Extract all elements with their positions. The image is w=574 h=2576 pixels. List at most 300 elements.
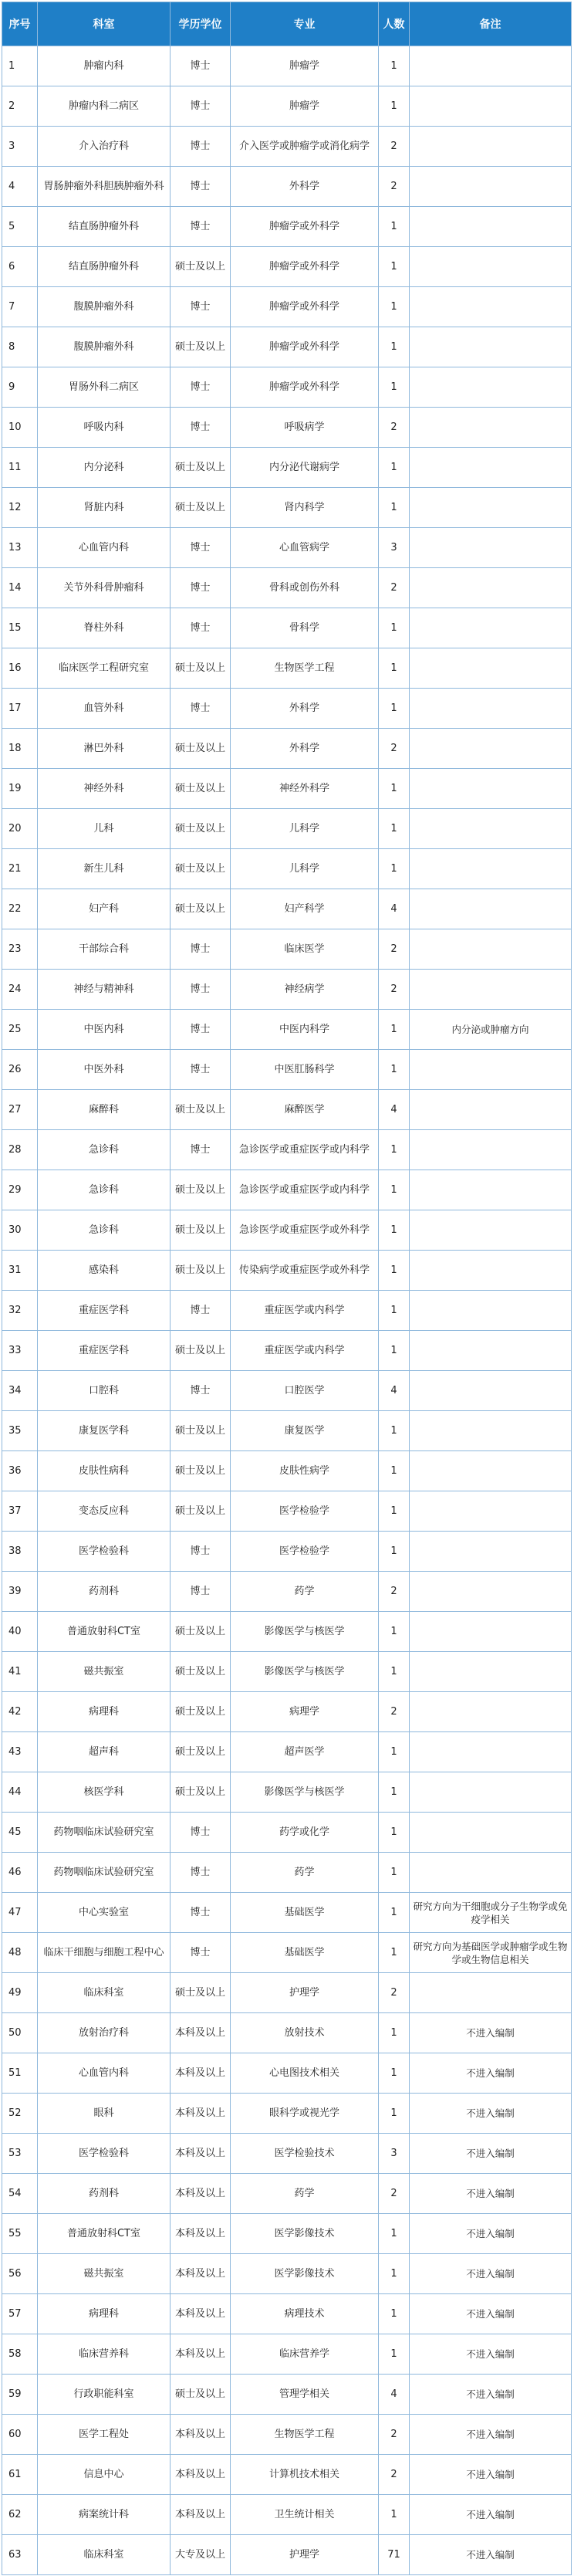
cell-count: 1 — [379, 809, 410, 849]
cell-count: 1 — [379, 2254, 410, 2294]
cell-count: 71 — [379, 2535, 410, 2575]
cell-major: 护理学 — [231, 2535, 379, 2575]
cell-major: 药学 — [231, 2174, 379, 2214]
cell-index: 24 — [2, 970, 38, 1010]
cell-count: 1 — [379, 1451, 410, 1491]
cell-degree: 硕士及以上 — [171, 1170, 231, 1210]
cell-index: 43 — [2, 1732, 38, 1772]
header-notes: 备注 — [410, 2, 572, 46]
cell-index: 35 — [2, 1411, 38, 1451]
cell-index: 31 — [2, 1251, 38, 1291]
cell-major: 妇产科学 — [231, 889, 379, 929]
cell-department: 关节外科骨肿瘤科 — [38, 568, 171, 608]
cell-degree: 硕士及以上 — [171, 849, 231, 889]
cell-notes: 研究方向为干细胞或分子生物学或免疫学相关 — [410, 1893, 572, 1933]
table-row — [2, 568, 572, 608]
cell-notes — [410, 408, 572, 448]
cell-notes — [410, 488, 572, 528]
cell-notes — [410, 167, 572, 207]
cell-index: 16 — [2, 648, 38, 689]
cell-count: 1 — [379, 207, 410, 247]
cell-notes: 不进入编制 — [410, 2174, 572, 2214]
table-row — [2, 367, 572, 408]
cell-major: 皮肤性病学 — [231, 1451, 379, 1491]
cell-major: 药学 — [231, 1572, 379, 1612]
cell-notes — [410, 207, 572, 247]
cell-degree: 博士 — [171, 207, 231, 247]
table-row — [2, 2375, 572, 2415]
table-row — [2, 2214, 572, 2254]
cell-notes — [410, 1251, 572, 1291]
cell-department: 普通放射科CT室 — [38, 1612, 171, 1652]
table-row — [2, 689, 572, 729]
cell-department: 新生儿科 — [38, 849, 171, 889]
table-row — [2, 1251, 572, 1291]
cell-notes — [410, 1973, 572, 2013]
cell-notes — [410, 1291, 572, 1331]
table-row — [2, 488, 572, 528]
cell-index: 36 — [2, 1451, 38, 1491]
cell-count: 4 — [379, 1371, 410, 1411]
cell-index: 42 — [2, 1692, 38, 1732]
cell-degree: 博士 — [171, 528, 231, 568]
cell-count: 4 — [379, 1090, 410, 1130]
cell-major: 影像医学与核医学 — [231, 1612, 379, 1652]
cell-degree: 博士 — [171, 1853, 231, 1893]
cell-index: 57 — [2, 2294, 38, 2334]
cell-major: 急诊医学或重症医学或内科学 — [231, 1170, 379, 1210]
cell-department: 药物咽临床试验研究室 — [38, 1853, 171, 1893]
cell-department: 眼科 — [38, 2094, 171, 2134]
cell-index: 44 — [2, 1772, 38, 1813]
cell-degree: 博士 — [171, 367, 231, 408]
cell-index: 27 — [2, 1090, 38, 1130]
cell-major: 骨科或创伤外科 — [231, 568, 379, 608]
cell-notes: 不进入编制 — [410, 2254, 572, 2294]
cell-degree: 本科及以上 — [171, 2495, 231, 2535]
cell-major: 基础医学 — [231, 1933, 379, 1973]
cell-notes — [410, 1451, 572, 1491]
cell-notes — [410, 1491, 572, 1532]
cell-index: 51 — [2, 2053, 38, 2094]
cell-count: 2 — [379, 568, 410, 608]
cell-notes: 不进入编制 — [410, 2334, 572, 2375]
cell-department: 信息中心 — [38, 2455, 171, 2495]
cell-department: 介入治疗科 — [38, 127, 171, 167]
table-row — [2, 2294, 572, 2334]
cell-notes — [410, 1210, 572, 1251]
cell-index: 26 — [2, 1050, 38, 1090]
cell-degree: 本科及以上 — [171, 2294, 231, 2334]
cell-major: 生物医学工程 — [231, 648, 379, 689]
cell-department: 感染科 — [38, 1251, 171, 1291]
table-row — [2, 2495, 572, 2535]
table-row — [2, 448, 572, 488]
table-row — [2, 1090, 572, 1130]
cell-count: 2 — [379, 2415, 410, 2455]
cell-major: 呼吸病学 — [231, 408, 379, 448]
cell-degree: 本科及以上 — [171, 2094, 231, 2134]
cell-index: 10 — [2, 408, 38, 448]
cell-notes — [410, 1612, 572, 1652]
cell-index: 60 — [2, 2415, 38, 2455]
cell-notes — [410, 689, 572, 729]
cell-index: 34 — [2, 1371, 38, 1411]
cell-index: 22 — [2, 889, 38, 929]
cell-count: 1 — [379, 1853, 410, 1893]
table-row — [2, 408, 572, 448]
cell-count: 1 — [379, 1813, 410, 1853]
table-row — [2, 929, 572, 970]
cell-notes — [410, 1170, 572, 1210]
cell-degree: 博士 — [171, 970, 231, 1010]
table-row — [2, 327, 572, 367]
cell-department: 中心实验室 — [38, 1893, 171, 1933]
cell-notes — [410, 1130, 572, 1170]
cell-degree: 硕士及以上 — [171, 1732, 231, 1772]
table-row — [2, 287, 572, 327]
cell-count: 4 — [379, 889, 410, 929]
cell-major: 放射技术 — [231, 2013, 379, 2053]
table-row — [2, 1411, 572, 1451]
cell-major: 肿瘤学或外科学 — [231, 247, 379, 287]
cell-department: 变态反应科 — [38, 1491, 171, 1532]
cell-count: 1 — [379, 1532, 410, 1572]
cell-degree: 本科及以上 — [171, 2455, 231, 2495]
cell-major: 外科学 — [231, 729, 379, 769]
cell-department: 医学检验科 — [38, 2134, 171, 2174]
cell-notes: 不进入编制 — [410, 2053, 572, 2094]
cell-department: 中医内科 — [38, 1010, 171, 1050]
cell-notes — [410, 929, 572, 970]
cell-department: 胃肠外科二病区 — [38, 367, 171, 408]
cell-major: 肿瘤学或外科学 — [231, 327, 379, 367]
table-row — [2, 1050, 572, 1090]
cell-degree: 硕士及以上 — [171, 327, 231, 367]
cell-department: 内分泌科 — [38, 448, 171, 488]
cell-notes — [410, 568, 572, 608]
cell-notes — [410, 1371, 572, 1411]
cell-major: 肿瘤学或外科学 — [231, 207, 379, 247]
table-row — [2, 648, 572, 689]
cell-degree: 硕士及以上 — [171, 889, 231, 929]
cell-major: 医学影像技术 — [231, 2214, 379, 2254]
cell-notes — [410, 970, 572, 1010]
cell-notes — [410, 1652, 572, 1692]
cell-count: 1 — [379, 327, 410, 367]
cell-major: 护理学 — [231, 1973, 379, 2013]
cell-notes: 不进入编制 — [410, 2415, 572, 2455]
cell-index: 23 — [2, 929, 38, 970]
cell-count: 1 — [379, 1411, 410, 1451]
cell-department: 重症医学科 — [38, 1331, 171, 1371]
cell-notes: 内分泌或肿瘤方向 — [410, 1010, 572, 1050]
cell-count: 1 — [379, 2094, 410, 2134]
cell-major: 外科学 — [231, 689, 379, 729]
cell-degree: 本科及以上 — [171, 2334, 231, 2375]
cell-index: 55 — [2, 2214, 38, 2254]
cell-notes: 不进入编制 — [410, 2134, 572, 2174]
cell-index: 48 — [2, 1933, 38, 1973]
cell-count: 1 — [379, 367, 410, 408]
cell-department: 病理科 — [38, 2294, 171, 2334]
cell-department: 淋巴外科 — [38, 729, 171, 769]
cell-major: 中医内科学 — [231, 1010, 379, 1050]
cell-department: 急诊科 — [38, 1130, 171, 1170]
cell-index: 33 — [2, 1331, 38, 1371]
cell-notes: 不进入编制 — [410, 2535, 572, 2575]
cell-major: 肿瘤学 — [231, 46, 379, 86]
cell-department: 医学工程处 — [38, 2415, 171, 2455]
cell-index: 28 — [2, 1130, 38, 1170]
cell-index: 14 — [2, 568, 38, 608]
table-row — [2, 608, 572, 648]
table-row — [2, 2013, 572, 2053]
cell-major: 临床医学 — [231, 929, 379, 970]
cell-degree: 本科及以上 — [171, 2053, 231, 2094]
cell-major: 医学检验学 — [231, 1532, 379, 1572]
cell-count: 1 — [379, 2294, 410, 2334]
table-row — [2, 1130, 572, 1170]
cell-department: 急诊科 — [38, 1210, 171, 1251]
cell-notes — [410, 1050, 572, 1090]
cell-major: 影像医学与核医学 — [231, 1772, 379, 1813]
cell-department: 皮肤性病科 — [38, 1451, 171, 1491]
cell-degree: 本科及以上 — [171, 2134, 231, 2174]
table-row — [2, 849, 572, 889]
cell-count: 1 — [379, 1331, 410, 1371]
cell-index: 4 — [2, 167, 38, 207]
cell-department: 临床医学工程研究室 — [38, 648, 171, 689]
cell-count: 1 — [379, 2214, 410, 2254]
cell-department: 腹膜肿瘤外科 — [38, 287, 171, 327]
cell-department: 磁共振室 — [38, 2254, 171, 2294]
header-index: 序号 — [2, 2, 38, 46]
cell-degree: 硕士及以上 — [171, 1973, 231, 2013]
table-row — [2, 729, 572, 769]
cell-count: 1 — [379, 46, 410, 86]
cell-major: 儿科学 — [231, 809, 379, 849]
cell-count: 1 — [379, 1010, 410, 1050]
cell-major: 急诊医学或重症医学或内科学 — [231, 1130, 379, 1170]
cell-degree: 硕士及以上 — [171, 769, 231, 809]
cell-degree: 硕士及以上 — [171, 1612, 231, 1652]
cell-index: 54 — [2, 2174, 38, 2214]
cell-index: 9 — [2, 367, 38, 408]
cell-major: 心血管病学 — [231, 528, 379, 568]
cell-notes — [410, 1692, 572, 1732]
table-row — [2, 1612, 572, 1652]
cell-count: 1 — [379, 86, 410, 127]
cell-count: 1 — [379, 1491, 410, 1532]
cell-count: 1 — [379, 1732, 410, 1772]
cell-major: 神经外科学 — [231, 769, 379, 809]
cell-major: 心电图技术相关 — [231, 2053, 379, 2094]
cell-notes — [410, 889, 572, 929]
cell-notes — [410, 1732, 572, 1772]
cell-count: 1 — [379, 608, 410, 648]
table-row — [2, 167, 572, 207]
cell-major: 肿瘤学 — [231, 86, 379, 127]
cell-major: 重症医学或内科学 — [231, 1331, 379, 1371]
cell-degree: 博士 — [171, 1813, 231, 1853]
table-row — [2, 1772, 572, 1813]
cell-index: 30 — [2, 1210, 38, 1251]
cell-degree: 博士 — [171, 86, 231, 127]
table-row — [2, 2455, 572, 2495]
cell-count: 1 — [379, 648, 410, 689]
cell-department: 心血管内科 — [38, 528, 171, 568]
cell-major: 中医肛肠科学 — [231, 1050, 379, 1090]
cell-notes: 不进入编制 — [410, 2455, 572, 2495]
cell-count: 1 — [379, 1170, 410, 1210]
cell-department: 肿瘤内科 — [38, 46, 171, 86]
cell-degree: 硕士及以上 — [171, 448, 231, 488]
cell-department: 药剂科 — [38, 1572, 171, 1612]
cell-degree: 博士 — [171, 167, 231, 207]
cell-department: 心血管内科 — [38, 2053, 171, 2094]
cell-notes — [410, 1772, 572, 1813]
cell-major: 传染病学或重症医学或外科学 — [231, 1251, 379, 1291]
cell-major: 管理学相关 — [231, 2375, 379, 2415]
table-row — [2, 1973, 572, 2013]
cell-department: 磁共振室 — [38, 1652, 171, 1692]
table-row — [2, 1652, 572, 1692]
cell-degree: 博士 — [171, 689, 231, 729]
table-row — [2, 2334, 572, 2375]
cell-index: 40 — [2, 1612, 38, 1652]
table-row — [2, 247, 572, 287]
cell-department: 药剂科 — [38, 2174, 171, 2214]
cell-count: 1 — [379, 1612, 410, 1652]
cell-index: 53 — [2, 2134, 38, 2174]
cell-index: 41 — [2, 1652, 38, 1692]
cell-count: 3 — [379, 2134, 410, 2174]
table-row — [2, 1371, 572, 1411]
cell-index: 8 — [2, 327, 38, 367]
cell-degree: 博士 — [171, 46, 231, 86]
cell-notes — [410, 849, 572, 889]
cell-notes: 不进入编制 — [410, 2013, 572, 2053]
cell-degree: 博士 — [171, 1291, 231, 1331]
cell-index: 6 — [2, 247, 38, 287]
table-row — [2, 1813, 572, 1853]
cell-index: 59 — [2, 2375, 38, 2415]
cell-count: 1 — [379, 1130, 410, 1170]
cell-count: 4 — [379, 2375, 410, 2415]
cell-major: 康复医学 — [231, 1411, 379, 1451]
cell-department: 放射治疗科 — [38, 2013, 171, 2053]
cell-index: 49 — [2, 1973, 38, 2013]
cell-count: 2 — [379, 167, 410, 207]
cell-index: 63 — [2, 2535, 38, 2575]
cell-major: 医学影像技术 — [231, 2254, 379, 2294]
cell-major: 眼科学或视光学 — [231, 2094, 379, 2134]
cell-index: 38 — [2, 1532, 38, 1572]
header-department: 科室 — [38, 2, 171, 46]
cell-count: 1 — [379, 247, 410, 287]
cell-degree: 硕士及以上 — [171, 1090, 231, 1130]
cell-degree: 博士 — [171, 1532, 231, 1572]
cell-count: 1 — [379, 1933, 410, 1973]
table-row — [2, 2174, 572, 2214]
cell-degree: 博士 — [171, 1010, 231, 1050]
table-row — [2, 1532, 572, 1572]
cell-count: 1 — [379, 2053, 410, 2094]
cell-department: 腹膜肿瘤外科 — [38, 327, 171, 367]
cell-notes — [410, 769, 572, 809]
table-row — [2, 1331, 572, 1371]
cell-department: 临床干细胞与细胞工程中心 — [38, 1933, 171, 1973]
cell-count: 1 — [379, 1291, 410, 1331]
cell-index: 17 — [2, 689, 38, 729]
cell-degree: 博士 — [171, 1933, 231, 1973]
cell-major: 超声医学 — [231, 1732, 379, 1772]
table-row — [2, 1491, 572, 1532]
cell-notes: 不进入编制 — [410, 2214, 572, 2254]
cell-major: 医学检验技术 — [231, 2134, 379, 2174]
cell-department: 核医学科 — [38, 1772, 171, 1813]
cell-index: 3 — [2, 127, 38, 167]
cell-index: 32 — [2, 1291, 38, 1331]
cell-department: 普通放射科CT室 — [38, 2214, 171, 2254]
cell-index: 56 — [2, 2254, 38, 2294]
cell-department: 临床营养科 — [38, 2334, 171, 2375]
cell-degree: 硕士及以上 — [171, 1772, 231, 1813]
cell-index: 19 — [2, 769, 38, 809]
cell-notes — [410, 327, 572, 367]
cell-degree: 本科及以上 — [171, 2174, 231, 2214]
table-row — [2, 1853, 572, 1893]
header-major: 专业 — [231, 2, 379, 46]
cell-index: 50 — [2, 2013, 38, 2053]
cell-major: 外科学 — [231, 167, 379, 207]
table-row — [2, 2053, 572, 2094]
cell-count: 2 — [379, 929, 410, 970]
cell-notes — [410, 1090, 572, 1130]
cell-notes — [410, 1532, 572, 1572]
cell-index: 62 — [2, 2495, 38, 2535]
cell-department: 医学检验科 — [38, 1532, 171, 1572]
cell-index: 52 — [2, 2094, 38, 2134]
cell-count: 2 — [379, 1692, 410, 1732]
cell-department: 血管外科 — [38, 689, 171, 729]
cell-degree: 硕士及以上 — [171, 648, 231, 689]
table-row — [2, 1893, 572, 1933]
cell-department: 临床科室 — [38, 2535, 171, 2575]
cell-notes: 不进入编制 — [410, 2094, 572, 2134]
cell-major: 内分泌代谢病学 — [231, 448, 379, 488]
cell-count: 1 — [379, 287, 410, 327]
cell-index: 2 — [2, 86, 38, 127]
cell-index: 39 — [2, 1572, 38, 1612]
cell-department: 超声科 — [38, 1732, 171, 1772]
cell-count: 1 — [379, 689, 410, 729]
cell-count: 2 — [379, 1973, 410, 2013]
cell-degree: 博士 — [171, 1893, 231, 1933]
cell-notes — [410, 729, 572, 769]
cell-major: 病理学 — [231, 1692, 379, 1732]
cell-major: 临床营养学 — [231, 2334, 379, 2375]
cell-department: 麻醉科 — [38, 1090, 171, 1130]
cell-degree: 大专及以上 — [171, 2535, 231, 2575]
cell-count: 1 — [379, 1251, 410, 1291]
cell-count: 1 — [379, 1772, 410, 1813]
cell-count: 1 — [379, 1893, 410, 1933]
table-row — [2, 1210, 572, 1251]
cell-major: 重症医学或内科学 — [231, 1291, 379, 1331]
cell-notes — [410, 528, 572, 568]
